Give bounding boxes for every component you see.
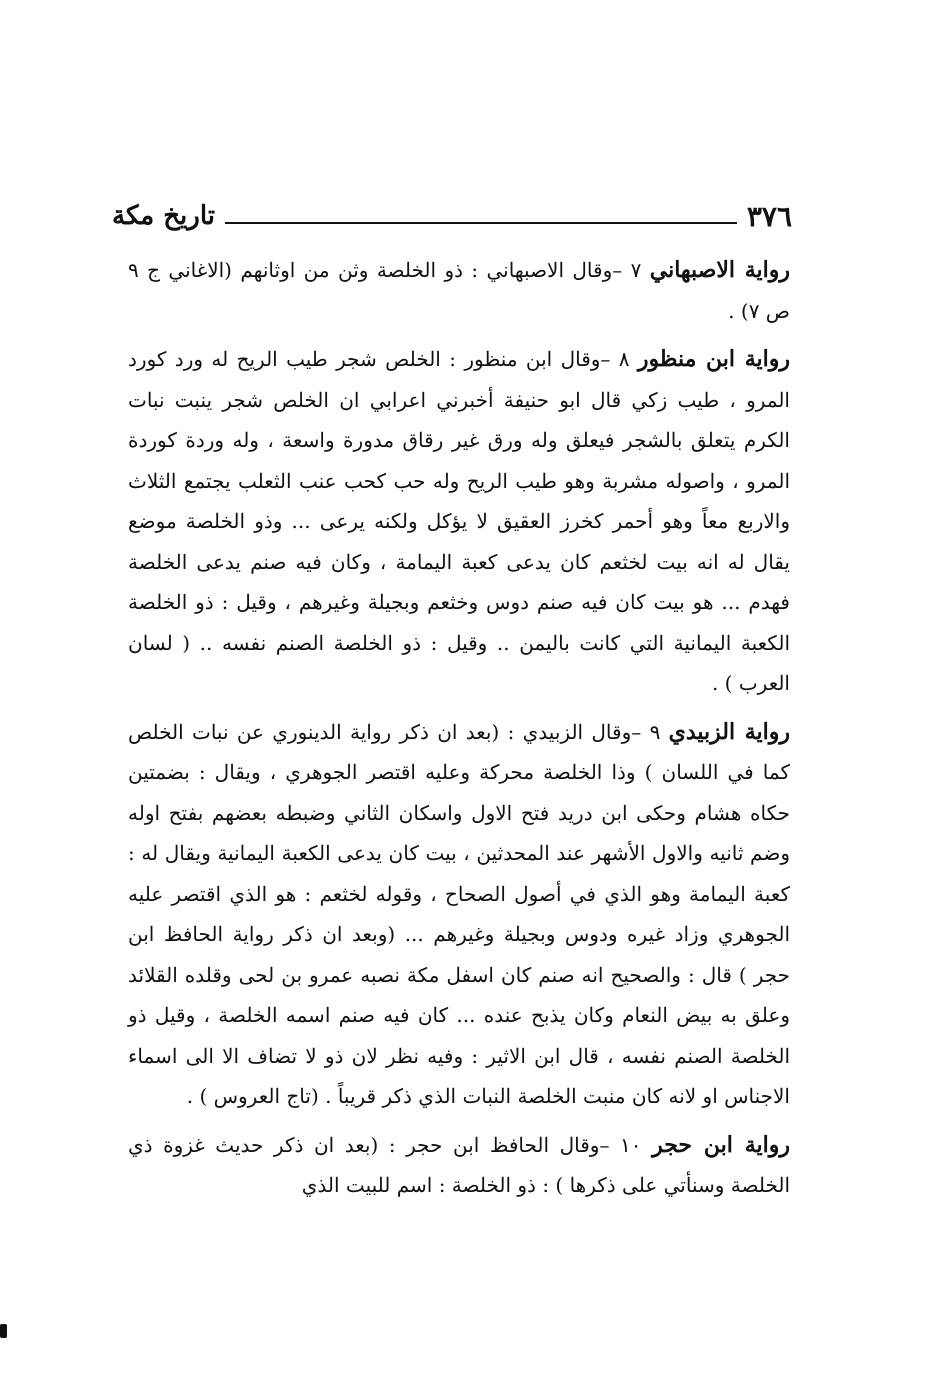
paragraph-heading: رواية الاصبهاني (649, 257, 790, 283)
paragraph-text: ٩ –وقال الزبيدي : (بعد ان ذكر رواية الدينوري عن نبات الخلص كما في اللسان ) وذا الخلصة محركة وعليه اقتصر الجوهري ، ويقال : بضمتين حكاه هشام وحكى ابن دريد فتح الاول واسكان الثاني وضبطه بعضهم بفتح اوله وضم ثانيه والاول الأشهر عند المحدثين ، بيت كان يدعى الكعبة اليمانية ويقال له : كعبة اليمامة وهو الذي في أصول الصحاح ، وقوله لخثعم : هو الذي اقتصر عليه الجوهري وزاد غيره ودوس وبجيلة وغيرهم ... (وبعد ان ذكر رواية الحافظ ابن حجر ) قال : والصحيح انه صنم كان اسفل مكة نصبه عمرو بن لحى وقلده القلائد وعلق به بيض النعام وكان يذبح عنده ... كان فيه صنم اسمه الخلصة ، وقيل ذو الخلصة الصنم نفسه ، قال ابن الاثير : وفيه نظر لان ذو لا تضاف الا الى اسماء الاجناس او لانه كان منبت الخلصة النبات الذي ذكر قريباً . (تاج العروس ) . (128, 719, 790, 1108)
body-text (128, 250, 790, 1214)
paragraph-heading: رواية ابن منظور (637, 346, 790, 372)
paragraph-zubaydi (128, 712, 790, 1117)
paragraph-heading: رواية الزبيدي (668, 718, 790, 745)
paragraph-isfahani (128, 250, 790, 331)
paragraph-text: ١٠ –وقال الحافظ ابن حجر : (بعد ان ذكر حديث غزوة ذي الخلصة وسنأتي على ذكرها ) : ذو الخلصة : اسم للبيت الذي (128, 1132, 790, 1197)
page-number: ٣٧٦ (746, 199, 792, 233)
paragraph-ibn-manzur (128, 339, 790, 704)
scan-ink-mark (0, 1324, 7, 1338)
book-title: تاريخ مكة (112, 201, 216, 231)
paragraph-heading: رواية ابن حجر (652, 1131, 790, 1158)
paragraph-text: ٨ –وقال ابن منظور : الخلص شجر طيب الريح له ورد كورد المرو ، طيب زكي قال ابو حنيفة أخبرني اعرابي ان الخلص شجر ينبت نبات الكرم يتعلق بالشجر فيعلق وله ورق غير رقاق مدورة واسعة ، وله وردة كوردة المرو ، واصوله مشربة وهو طيب الريح وله حب كحب عنب الثعلب يجتمع الثلاث والاربع معاً وهو أحمر كخرز العقيق لا يؤكل ولكنه يرعى ... وذو الخلصة موضع يقال له انه بيت لخثعم كان يدعى كعبة اليمامة ، وكان فيه صنم يدعى الخلصة فهدم ... هو بيت كان فيه صنم دوس وخثعم وبجيلة وغيرهم ، وقيل : ذو الخلصة الكعبة اليمانية التي كانت باليمن .. وقيل : ذو الخلصة الصنم نفسه .. ( لسان العرب ) . (128, 347, 791, 695)
paragraph-ibn-hajar (128, 1125, 790, 1206)
paragraph-text: ٧ –وقال الاصبهاني : ذو الخلصة وثن من اوثانهم (الاغاني ج ٩ ص ٧) . (128, 258, 790, 323)
running-head (112, 196, 792, 236)
header-rule (225, 222, 737, 224)
